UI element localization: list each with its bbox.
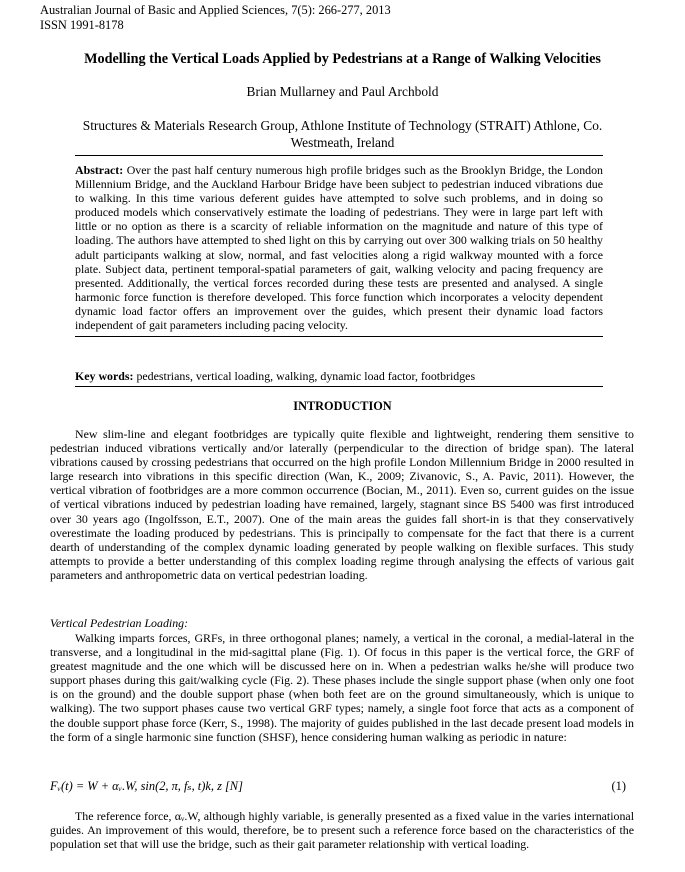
- author-affiliation: Structures & Materials Research Group, Athlone Institute of Technology (STRAIT) Athlone, Co. Westmeath, Ireland: [82, 118, 603, 150]
- journal-citation: Australian Journal of Basic and Applied Sciences, 7(5): 266-277, 2013: [40, 3, 391, 17]
- reference-paragraph: The reference force, αᵥ.W, although highly variable, is generally presented as a fixed value in the varies international guides. An improvement of this would, therefore, be to present such a reference force based on the characteristics of the population set that will use the bridge, such as their gait parameter relationship with vertical loading.: [50, 809, 634, 852]
- paper-authors: Brian Mullarney and Paul Archbold: [246, 84, 439, 99]
- paper-title: Modelling the Vertical Loads Applied by Pedestrians at a Range of Walking Velocities: [84, 51, 601, 67]
- equation-1: [50, 778, 634, 794]
- keywords-block: [75, 367, 603, 387]
- equation-formula: Fᵥ(t) = W + αᵥ.W, sin(2, π, fₛ, t)k, z [N]: [50, 779, 243, 793]
- journal-header: [40, 3, 391, 33]
- abstract-block: [75, 155, 603, 337]
- loading-paragraph: Walking imparts forces, GRFs, in three orthogonal planes; namely, a vertical in the coronal, a medial-lateral in the transverse, and a longitudinal in the mid-sagittal plane (Fig. 1). Of focus in this paper is the vertical force, the GRF of greatest magnitude and the one which will be discussed here on in. When a pedestrian walks he/she will produce two support phases during this gait/walking cycle (Fig. 2). These phases include the single support phase (when only one foot is on the ground) and the double support phase (when both feet are on the ground simultaneously, which is unique to walking). The two support phases cause two vertical GRF types; namely, a single foot force that acts as a component of the double support phase force (Kerr, S., 1998). The majority of guides published in the last decade present load models in the form of a single harmonic sine function (SHSF), hence considering human walking as periodic in nature:: [50, 631, 634, 744]
- reference-body: [50, 809, 634, 851]
- intro-body: [50, 427, 634, 582]
- intro-paragraph: New slim-line and elegant footbridges are typically quite flexible and lightweight, rendering them sensitive to pedestrian induced vibrations vertically and/or laterally (perpendicular to the direction of bridge span). The lateral vibrations caused by crossing pedestrians that occurred on the high profile London Millennium Bridge in 2000 resulted in large research into vibrations in this specific direction (Wan, K., 2009; Zivanovic, S., A. Pavic, 2011). However, the vertical vibration of footbridges are a more common occurrence (Bocian, M., 2011). Even so, current guides on the issue of vertical vibrations induced by pedestrian loading have remained, largely, stagnant since BS 5400 was first introduced over 30 years ago (Ingolfsson, E.T., 2007). One of the main areas the guides fall short-in is that they conservatively overestimate the loading produced by pedestrians. This is principally to compensate for the fact that there is a current dearth of understanding of the complex dynamic loading generated by people walking on flexible surfaces. This study attempts to provide a better understanding of this complex loading regime through analysing the effects of various gait parameters and anthropometric data on vertical pedestrian loading.: [50, 427, 634, 582]
- journal-issn: ISSN 1991-8178: [40, 18, 124, 32]
- abstract-text: Over the past half century numerous high profile bridges such as the Brooklyn Bridge, the London Millennium Bridge, and the Auckland Harbour Bridge have been subject to pedestrian induced vibrations due to walking. In this time various deferent guides have attempted to solve such problems, and in doing so produced models which conservatively estimate the loading of pedestrians. They were in large part left with little or no option as there is a scarcity of reliable information on the magnitude and nature of this type of loading. The authors have attempted to shed light on this by carrying out over 300 walking trials on 50 healthy adult participants walking at slow, normal, and fast velocities along a rigid walkway mounted with a force plate. Subject data, pertinent temporal-spatial parameters of gait, walking velocity and pacing frequency are presented. Additionally, the vertical forces recorded during these tests are presented and analysed. A single harmonic force function is therefore developed. This force function which incorporates a velocity dependent dynamic load factor offers an improvement over the guides, which present their dynamic load factors independent of gait parameters including pacing velocity.: [75, 163, 603, 333]
- loading-body: [50, 631, 634, 744]
- subsection-heading: Vertical Pedestrian Loading:: [50, 616, 189, 630]
- keywords-text: pedestrians, vertical loading, walking, dynamic load factor, footbridges: [136, 369, 476, 383]
- section-heading-introduction: INTRODUCTION: [293, 399, 392, 413]
- abstract-label: Abstract:: [75, 163, 124, 177]
- keywords-label: Key words:: [75, 369, 134, 383]
- equation-number: (1): [611, 779, 626, 793]
